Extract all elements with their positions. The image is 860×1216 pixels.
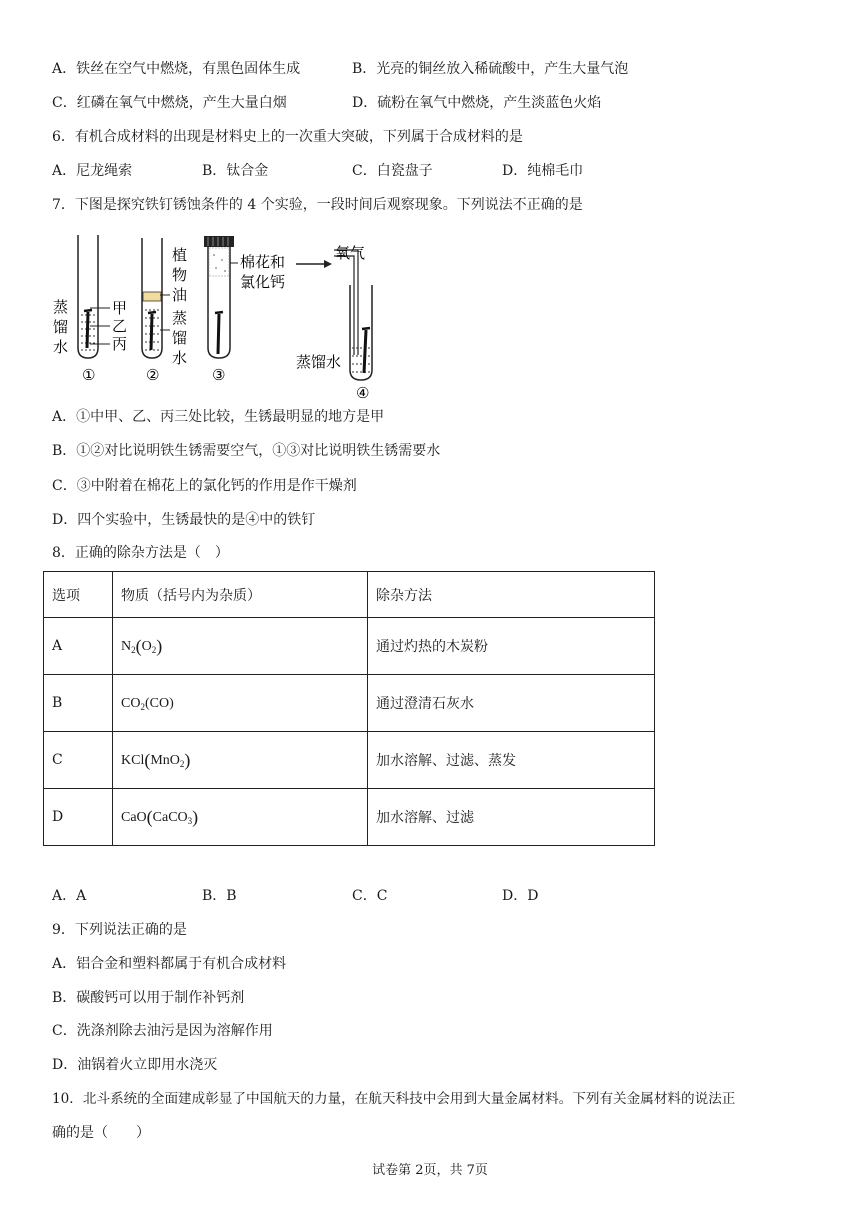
row-method: 加水溶解、过滤、蒸发 (368, 732, 655, 789)
q9-stem: 9．下列说法正确的是 (52, 922, 187, 938)
label-cotton-1: 棉花和 (240, 253, 286, 271)
q8-option-d: D．D (502, 888, 539, 904)
q5-option-d: D．硫粉在氧气中燃烧，产生淡蓝色火焰 (352, 95, 602, 111)
q6-option-d: D．纯棉毛巾 (502, 163, 584, 179)
header-method: 除杂方法 (368, 572, 655, 618)
q9-option-b: B．碳酸钙可以用于制作补钙剂 (52, 990, 245, 1006)
label-water2-c: 水 (172, 349, 188, 367)
test-tube-2 (142, 238, 170, 358)
q9-option-c: C．洗涤剂除去油污是因为溶解作用 (52, 1023, 273, 1039)
table-header-row (44, 572, 655, 618)
q5-option-a: A．铁丝在空气中燃烧，有黑色固体生成 (52, 61, 301, 77)
header-option: 选项 (44, 572, 113, 618)
q8-option-c: C．C (352, 888, 388, 904)
label-water1-b: 馏 (53, 318, 69, 336)
label-oil-b: 物 (172, 266, 188, 284)
q7-option-a: A．①中甲、乙、丙三处比较，生锈最明显的地方是甲 (52, 409, 385, 425)
q8-option-b: B．B (202, 888, 237, 904)
q5-option-b: B．光亮的铜丝放入稀硫酸中，产生大量气泡 (352, 61, 629, 77)
q8-table (43, 571, 655, 846)
page-footer: 试卷第 2页，共 7页 (372, 1163, 488, 1178)
q10-stem-line1: 10．北斗系统的全面建成彰显了中国航天的力量，在航天科技中会用到大量金属材料。下列有关金属材料的说法正 (52, 1091, 736, 1107)
rust-experiment-figure (50, 230, 390, 400)
table-row (44, 618, 655, 675)
q6-option-a: A．尼龙绳索 (52, 163, 133, 179)
row-substance-c: KCl(MnO$_2$) (113, 732, 368, 789)
label-oil-c: 油 (172, 286, 188, 304)
label-cotton-2: 氯化钙 (240, 273, 286, 291)
header-substance: 物质（括号内为杂质） (113, 572, 368, 618)
label-oil-a: 植 (172, 246, 188, 264)
q7-stem: 7．下图是探究铁钉锈蚀条件的 4 个实验，一段时间后观察现象。下列说法不正确的是 (52, 197, 583, 213)
q9-option-d: D．油锅着火立即用水浇灭 (52, 1057, 218, 1073)
row-substance-d: CaO(CaCO$_3$) (113, 789, 368, 846)
label-jia: 甲 (112, 299, 128, 317)
tube-number-4: ④ (356, 384, 370, 400)
label-bing: 丙 (112, 335, 128, 353)
row-option: D (44, 789, 113, 846)
q6-option-b: B．钛合金 (202, 163, 269, 179)
row-option: B (44, 675, 113, 732)
row-method: 通过灼热的木炭粉 (368, 618, 655, 675)
q7-option-d: D．四个实验中，生锈最快的是④中的铁钉 (52, 512, 316, 528)
q8-stem: 8．正确的除杂方法是（ ） (52, 545, 229, 561)
q7-option-b: B．①②对比说明铁生锈需要空气，①③对比说明铁生锈需要水 (52, 443, 441, 459)
tube-number-3: ③ (212, 366, 226, 384)
label-oxygen: 氧气 (335, 244, 366, 262)
q6-stem: 6．有机合成材料的出现是材料史上的一次重大突破，下列属于合成材料的是 (52, 129, 523, 145)
label-water1-c: 水 (53, 338, 69, 356)
label-water2-a: 蒸 (172, 309, 188, 327)
test-tube-3 (204, 236, 238, 358)
row-option: C (44, 732, 113, 789)
table-row (44, 675, 655, 732)
label-water1-a: 蒸 (53, 298, 69, 316)
table-row (44, 732, 655, 789)
row-substance-a: $N_2(O_2)$ (113, 618, 368, 675)
row-substance-b: $CO_2(CO)$ (113, 675, 368, 732)
q6-option-c: C．白瓷盘子 (352, 163, 433, 179)
row-option: A (44, 618, 113, 675)
label-water2-b: 馏 (172, 329, 188, 347)
test-tube-1 (78, 235, 110, 358)
table-row (44, 789, 655, 846)
row-method: 加水溶解、过滤 (368, 789, 655, 846)
label-water4: 蒸馏水 (296, 353, 342, 371)
q9-option-a: A．铝合金和塑料都属于有机合成材料 (52, 956, 287, 972)
tube-number-1: ① (82, 366, 96, 384)
q10-stem-line2: 确的是（ ） (52, 1125, 150, 1141)
q5-option-c: C．红磷在氧气中燃烧，产生大量白烟 (52, 95, 287, 111)
tube-number-2: ② (146, 366, 160, 384)
q7-option-c: C．③中附着在棉花上的氯化钙的作用是作干燥剂 (52, 478, 357, 494)
q8-option-a: A．A (52, 888, 87, 904)
label-yi: 乙 (112, 317, 128, 335)
row-method: 通过澄清石灰水 (368, 675, 655, 732)
